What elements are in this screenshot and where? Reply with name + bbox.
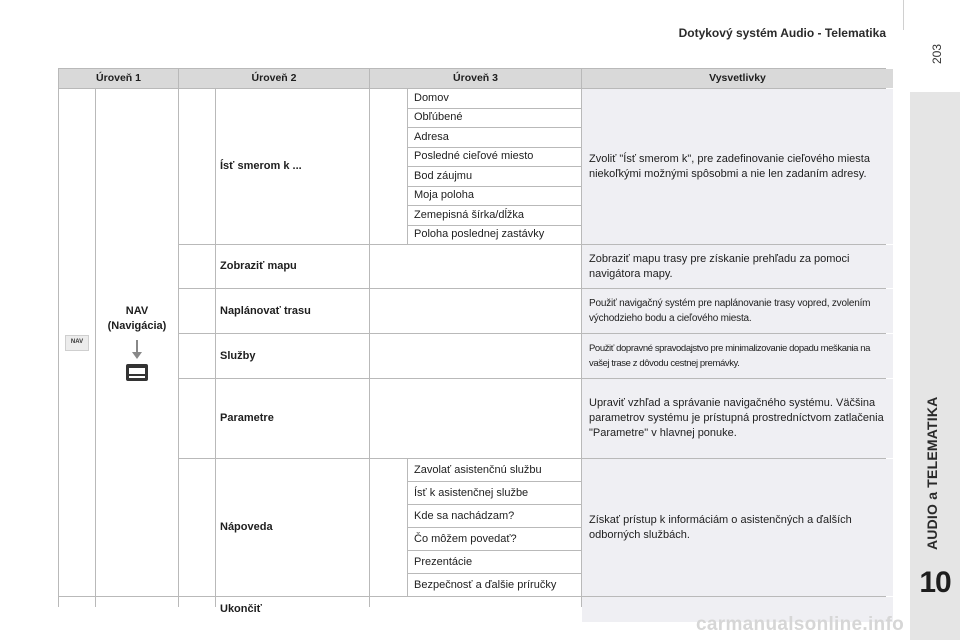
spacer-cell [59, 597, 95, 622]
chapter-number: 10 [919, 566, 951, 599]
level3-item: Ísť k asistenčnej službe [408, 482, 581, 504]
menu-table [58, 68, 886, 615]
spacer-cell [179, 459, 215, 596]
level3-item: Kde sa nachádzam? [408, 505, 581, 527]
level2-parametre: Parametre [216, 379, 369, 458]
spacer-cell [179, 245, 215, 288]
watermark: carmanualsonline.info [696, 614, 904, 635]
description-parametre: Upraviť vzhľad a správanie navigačného systému. Väčšina parametrov systému je prístupná prostredníctvom zatlačenia "Parametre" v hlavnej ponuke. [582, 379, 893, 458]
spacer-cell [179, 289, 215, 333]
section-title: AUDIO a TELEMATIKA [924, 396, 940, 550]
nav-badge-icon: NAV [65, 335, 89, 351]
level1-cell [59, 89, 95, 596]
level3-item: Adresa [408, 128, 581, 147]
spacer-cell [370, 89, 407, 244]
level2-ukoncit: Ukončiť [216, 597, 369, 622]
level3-item: Domov [408, 89, 581, 108]
level3-item: Čo môžem povedať? [408, 528, 581, 550]
level2-napoveda: Nápoveda [216, 459, 369, 596]
spacer-cell [96, 597, 178, 622]
description-ist: Zvoliť "Ísť smerom k", pre zadefinovanie cieľového miesta niekoľkými možnými spôsobmi a nie len zadaním adresy. [582, 89, 893, 244]
spacer-cell [179, 597, 215, 622]
spacer-cell [370, 459, 407, 596]
header-level-2: Úroveň 2 [179, 69, 369, 88]
header-level-1: Úroveň 1 [59, 69, 178, 88]
description-trasa: Použiť navigačný systém pre naplánovanie trasy vopred, zvolením východzieho bodu a cieľového miesta. [582, 289, 893, 333]
level3-item: Zavolať asistenčnú službu [408, 459, 581, 481]
spacer-cell [179, 379, 215, 458]
header-explanations: Vysvetlivky [582, 69, 893, 88]
level2-mapa: Zobraziť mapu [216, 245, 369, 288]
empty-level3 [370, 379, 581, 458]
level3-item: Prezentácie [408, 551, 581, 573]
description-mapa: Zobraziť mapu trasy pre získanie prehľadu za pomoci navigátora mapy. [582, 245, 893, 288]
nav-subtitle: (Navigácia) [107, 320, 167, 332]
empty-level3 [370, 334, 581, 378]
level2-sluzby: Služby [216, 334, 369, 378]
level3-item: Bod záujmu [408, 167, 581, 186]
description-sluzby: Použiť dopravné spravodajstvo pre minimalizovanie dopadu meškania na vašej trase z dôvodu cestnej premávky. [582, 334, 893, 378]
side-rule [903, 0, 904, 30]
empty-level3 [370, 289, 581, 333]
nav-cell [96, 89, 178, 596]
header-level-3: Úroveň 3 [370, 69, 581, 88]
arrow-down-icon [131, 340, 143, 360]
screen-icon [126, 364, 148, 381]
level3-item: Bezpečnosť a ďalšie príručky [408, 574, 581, 596]
level2-ist: Ísť smerom k ... [216, 89, 369, 244]
chapter-tab [910, 92, 960, 640]
level3-item: Zemepisná šírka/dĺžka [408, 206, 581, 225]
spacer-cell [179, 89, 215, 244]
level3-item: Obľúbené [408, 109, 581, 128]
level2-trasa: Naplánovať trasu [216, 289, 369, 333]
level3-item: Moja poloha [408, 187, 581, 206]
nav-title: NAV [125, 305, 149, 317]
spacer-cell [179, 334, 215, 378]
empty-level3 [370, 245, 581, 288]
level3-item: Poloha poslednej zastávky [408, 226, 581, 245]
description-napoveda: Získať prístup k informáciám o asistenčných a ďalších odborných službách. [582, 459, 893, 596]
empty-level3 [370, 597, 581, 622]
page-number: 203 [930, 43, 944, 64]
level3-item: Posledné cieľové miesto [408, 148, 581, 167]
page-header-title: Dotykový systém Audio - Telematika [678, 26, 886, 40]
